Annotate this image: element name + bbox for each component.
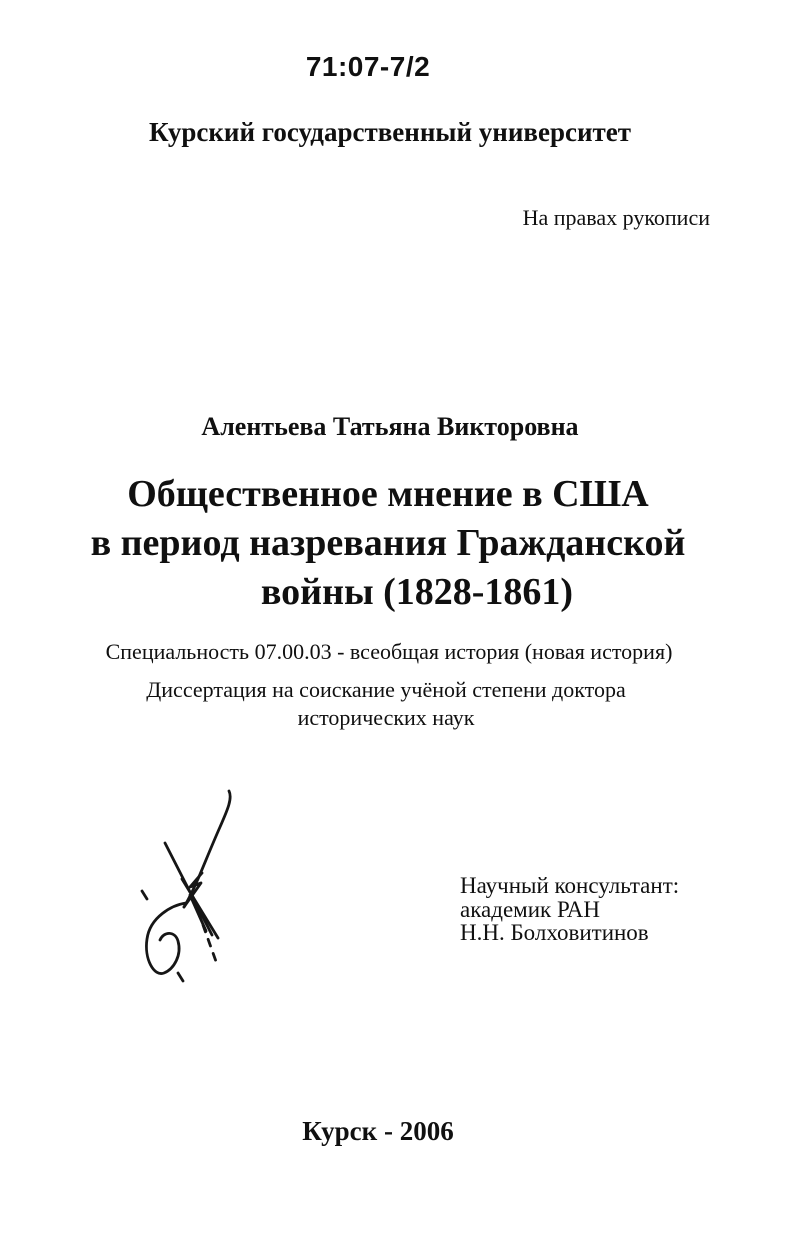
degree-statement-line-2: исторических наук	[297, 705, 475, 730]
degree-statement-line-1: Диссертация на соискание учёной степени доктора	[146, 677, 626, 702]
consultant-name: Н.Н. Болховитинов	[460, 920, 649, 945]
dissertation-title-line-2: в период назревания Гражданской	[90, 522, 686, 564]
author-name: Алентьева Татьяна Викторовна	[201, 412, 579, 441]
consultant-rank: академик РАН	[460, 896, 601, 922]
consultant-block	[460, 874, 679, 945]
speciality-line: Специальность 07.00.03 - всеобщая история (новая история)	[105, 639, 673, 664]
dissertation-title-line-1: Общественное мнение в США	[127, 473, 649, 515]
degree-statement	[0, 676, 785, 732]
consultant-label: Научный консультант:	[460, 873, 680, 898]
university-name: Курский государственный университет	[148, 117, 632, 147]
signature-icon	[138, 785, 238, 985]
manuscript-rights-note: На правах рукописи	[522, 205, 710, 230]
dissertation-title-line-3: войны (1828-1861)	[260, 571, 574, 613]
city-year: Курск - 2006	[302, 1116, 454, 1146]
catalog-number: 71:07-7/2	[305, 51, 431, 82]
